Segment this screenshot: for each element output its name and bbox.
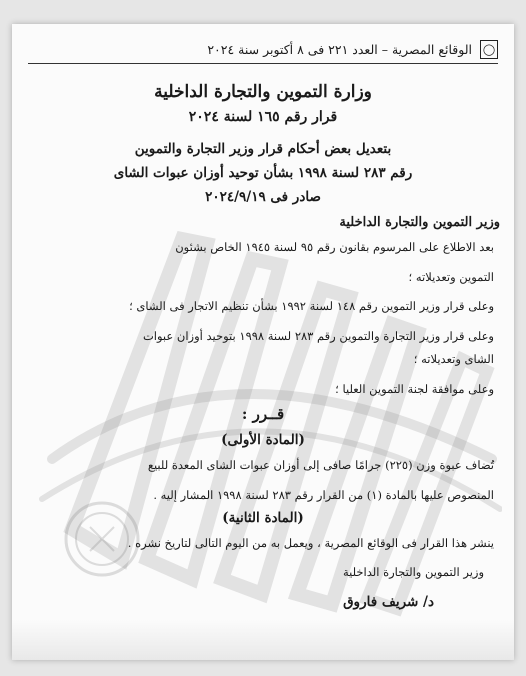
- gazette-header: [28, 40, 498, 64]
- article-title: (المادة الثانية): [222, 510, 304, 526]
- decree-subject-line-1: بتعديل بعض أحكام قرار وزير التجارة والتموين: [134, 141, 392, 157]
- decree-subject-line-2: رقم ٢٨٣ لسنة ١٩٩٨ بشأن توحيد أوزان عبوات الشاى: [113, 165, 413, 181]
- document-page-icon: ◯: [480, 40, 498, 59]
- article-line: تُضاف عبوة وزن (٢٢٥) جرامًا صافى إلى أوزان عبوات الشاى المعدة للبيع: [147, 458, 494, 472]
- signature-name: د/ شريف فاروق: [343, 593, 434, 610]
- article-title: (المادة الأولى): [221, 432, 305, 448]
- gazette-header-text: الوقائع المصرية – العدد ٢٢١ فى ٨ أكتوبر سنة ٢٠٢٤: [207, 42, 472, 57]
- preamble-line: التموين وتعديلاته ؛: [408, 269, 494, 284]
- preamble-line: بعد الاطلاع على المرسوم بقانون رقم ٩٥ لسنة ١٩٤٥ الخاص بشئون: [175, 240, 494, 254]
- decree-body: [12, 76, 514, 660]
- signature-title: وزير التموين والتجارة الداخلية: [342, 564, 484, 579]
- gazette-page: [12, 24, 514, 660]
- issue-date: صادر فى ٢٠٢٤/٩/١٩: [205, 189, 321, 205]
- preamble-line: وعلى موافقة لجنة التموين العليا ؛: [335, 381, 494, 396]
- preamble-line: الشاى وتعديلاته ؛: [413, 352, 494, 366]
- preamble-line: وعلى قرار وزير التجارة والتموين رقم ٢٨٣ لسنة ١٩٩٨ بتوحيد أوزان عبوات: [142, 328, 494, 343]
- minister-title: وزير التموين والتجارة الداخلية: [339, 215, 500, 230]
- article-line: المنصوص عليها بالمادة (١) من القرار رقم ٢٨٣ لسنة ١٩٩٨ المشار إليه .: [153, 487, 494, 502]
- preamble-line: وعلى قرار وزير التموين رقم ١٤٨ لسنة ١٩٩٢ بشأن تنظيم الاتجار فى الشاى ؛: [129, 299, 494, 313]
- resolution-heading: قــرر :: [241, 405, 285, 423]
- ministry-heading: وزارة التموين والتجارة الداخلية: [154, 82, 372, 102]
- article-line: ينشر هذا القرار فى الوقائع المصرية ، ويعمل به من اليوم التالى لتاريخ نشره .: [127, 536, 494, 550]
- decree-number: قرار رقم ١٦٥ لسنة ٢٠٢٤: [188, 109, 338, 125]
